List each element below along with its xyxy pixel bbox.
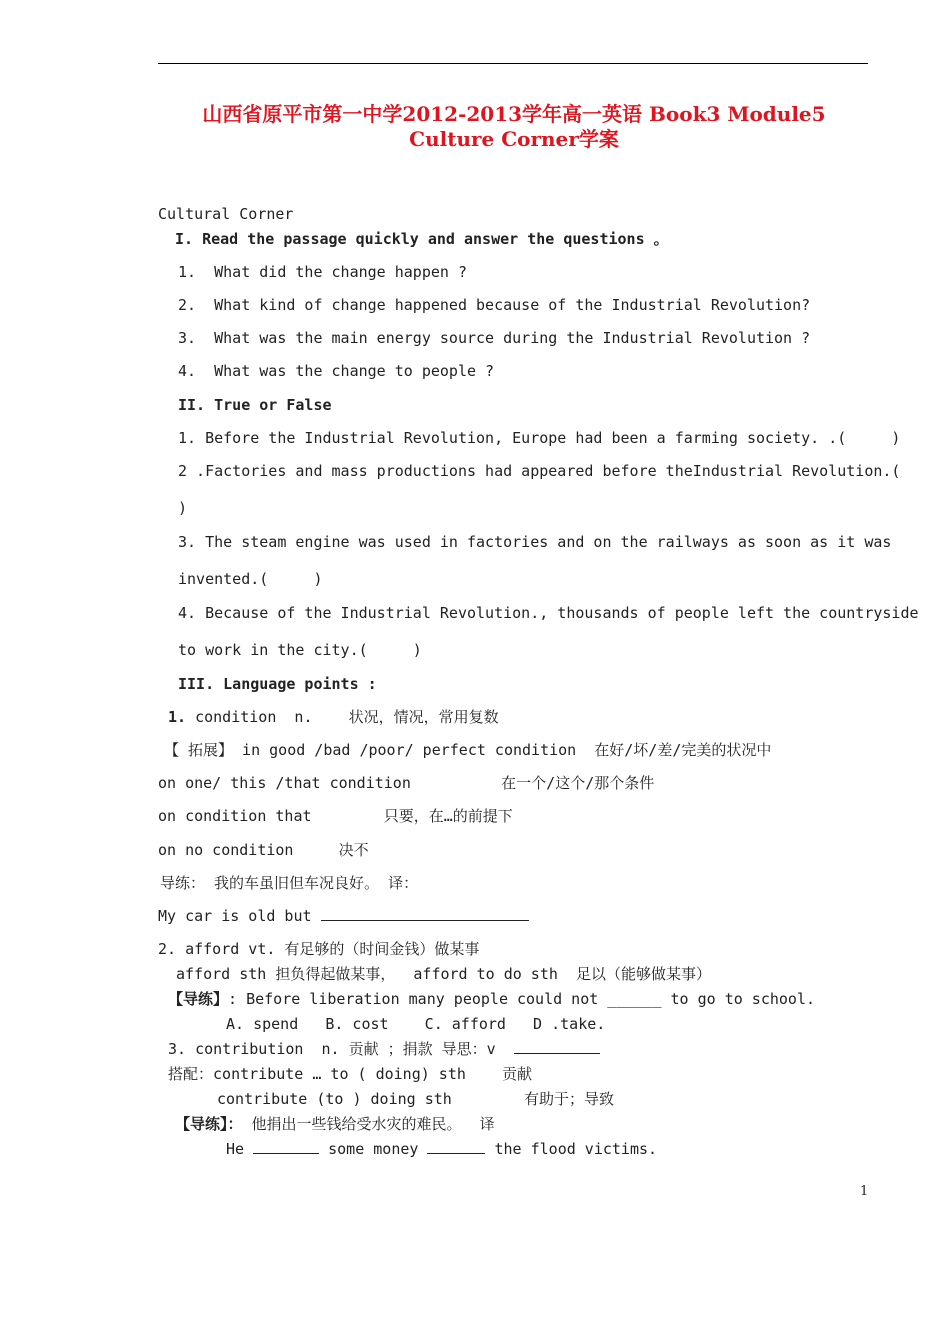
- collocation-text: contribute … to ( doing) sth 贡献: [213, 1065, 533, 1083]
- collocation-line: contribute (to ) doing sth 有助于；导致: [217, 1090, 615, 1108]
- point-number: 1.: [168, 708, 187, 726]
- answer-blank[interactable]: [253, 1140, 319, 1154]
- contribution-practice: [175, 1115, 495, 1133]
- contribution-answer-line: [226, 1140, 657, 1158]
- true-false-item: 1. Before the Industrial Revolution, Europe had been a farming society. .( ): [178, 429, 901, 447]
- answer-mid: some money: [319, 1140, 428, 1158]
- language-point-3: [168, 1040, 600, 1058]
- expand-line: [164, 741, 771, 759]
- collocation-line: [168, 1065, 532, 1083]
- practice-label: 【导练】：: [175, 1115, 243, 1133]
- page-number: 1: [860, 1184, 869, 1199]
- afford-usage: afford sth 担负得起做某事， afford to do sth 足以（能够做某事）: [176, 965, 711, 983]
- document-title-line1: 山西省原平市第一中学2012-2013学年高一英语 Book3 Module5: [202, 102, 826, 126]
- practice-answer-line: [158, 907, 529, 925]
- answer-he: He: [226, 1140, 254, 1158]
- language-point-2: 2. afford vt. 有足够的（时间金钱）做某事: [158, 940, 480, 958]
- verb-blank[interactable]: [514, 1040, 600, 1054]
- afford-practice: [168, 990, 815, 1008]
- phrase-item: on no condition 决不: [158, 841, 369, 859]
- practice-prompt: 导练： 我的车虽旧但车况良好。 译：: [160, 874, 419, 892]
- true-false-item: 2 .Factories and mass productions had appeared before theIndustrial Revolution.(: [178, 462, 901, 480]
- question-item: 1. What did the change happen ?: [178, 263, 467, 281]
- part1-heading: I. Read the passage quickly and answer the questions 。: [175, 230, 669, 248]
- answer-options: A. spend B. cost C. afford D .take.: [226, 1015, 606, 1033]
- phrase-item: on one/ this /that condition 在一个/这个/那个条件: [158, 774, 655, 792]
- point-text: condition n. 状况，情况，常用复数: [186, 708, 499, 726]
- answer-blank[interactable]: [427, 1140, 485, 1154]
- part2-heading: II. True or False: [178, 396, 332, 414]
- question-item: 4. What was the change to people ?: [178, 362, 495, 380]
- true-false-item: 3. The steam engine was used in factories and on the railways as soon as it was: [178, 533, 892, 551]
- expand-text: in good /bad /poor/ perfect condition 在好/坏/差/完美的状况中: [233, 741, 772, 759]
- question-item: 3. What was the main energy source during the Industrial Revolution ?: [178, 329, 811, 347]
- collocation-label: 搭配：: [168, 1065, 214, 1083]
- answer-end: the flood victims.: [485, 1140, 658, 1158]
- true-false-item: ): [178, 499, 188, 517]
- practice-text: 他捐出一些钱给受水灾的难民。 译: [242, 1115, 495, 1133]
- answer-prefix: My car is old but: [158, 907, 321, 925]
- phrase-item: on condition that 只要，在…的前提下: [158, 807, 513, 825]
- question-item: 2. What kind of change happened because of the Industrial Revolution?: [178, 296, 811, 314]
- point-text: 3. contribution n. 贡献 ；捐款 导思：v: [168, 1040, 514, 1058]
- true-false-item: to work in the city.( ): [178, 641, 422, 659]
- header-rule: [158, 63, 868, 64]
- part3-heading: III. Language points :: [178, 675, 377, 693]
- true-false-item: invented.( ): [178, 570, 323, 588]
- practice-label: 【导练】: [168, 990, 229, 1008]
- section-heading: Cultural Corner: [158, 205, 294, 223]
- language-point-1: [168, 708, 499, 726]
- answer-blank[interactable]: [321, 907, 529, 921]
- true-false-item: 4. Because of the Industrial Revolution., thousands of people left the countryside: [178, 604, 919, 622]
- practice-text: : Before liberation many people could not ______ to go to school.: [228, 990, 816, 1008]
- document-title-line2: Culture Corner学案: [409, 127, 619, 151]
- expand-label: 【 拓展】: [164, 741, 234, 759]
